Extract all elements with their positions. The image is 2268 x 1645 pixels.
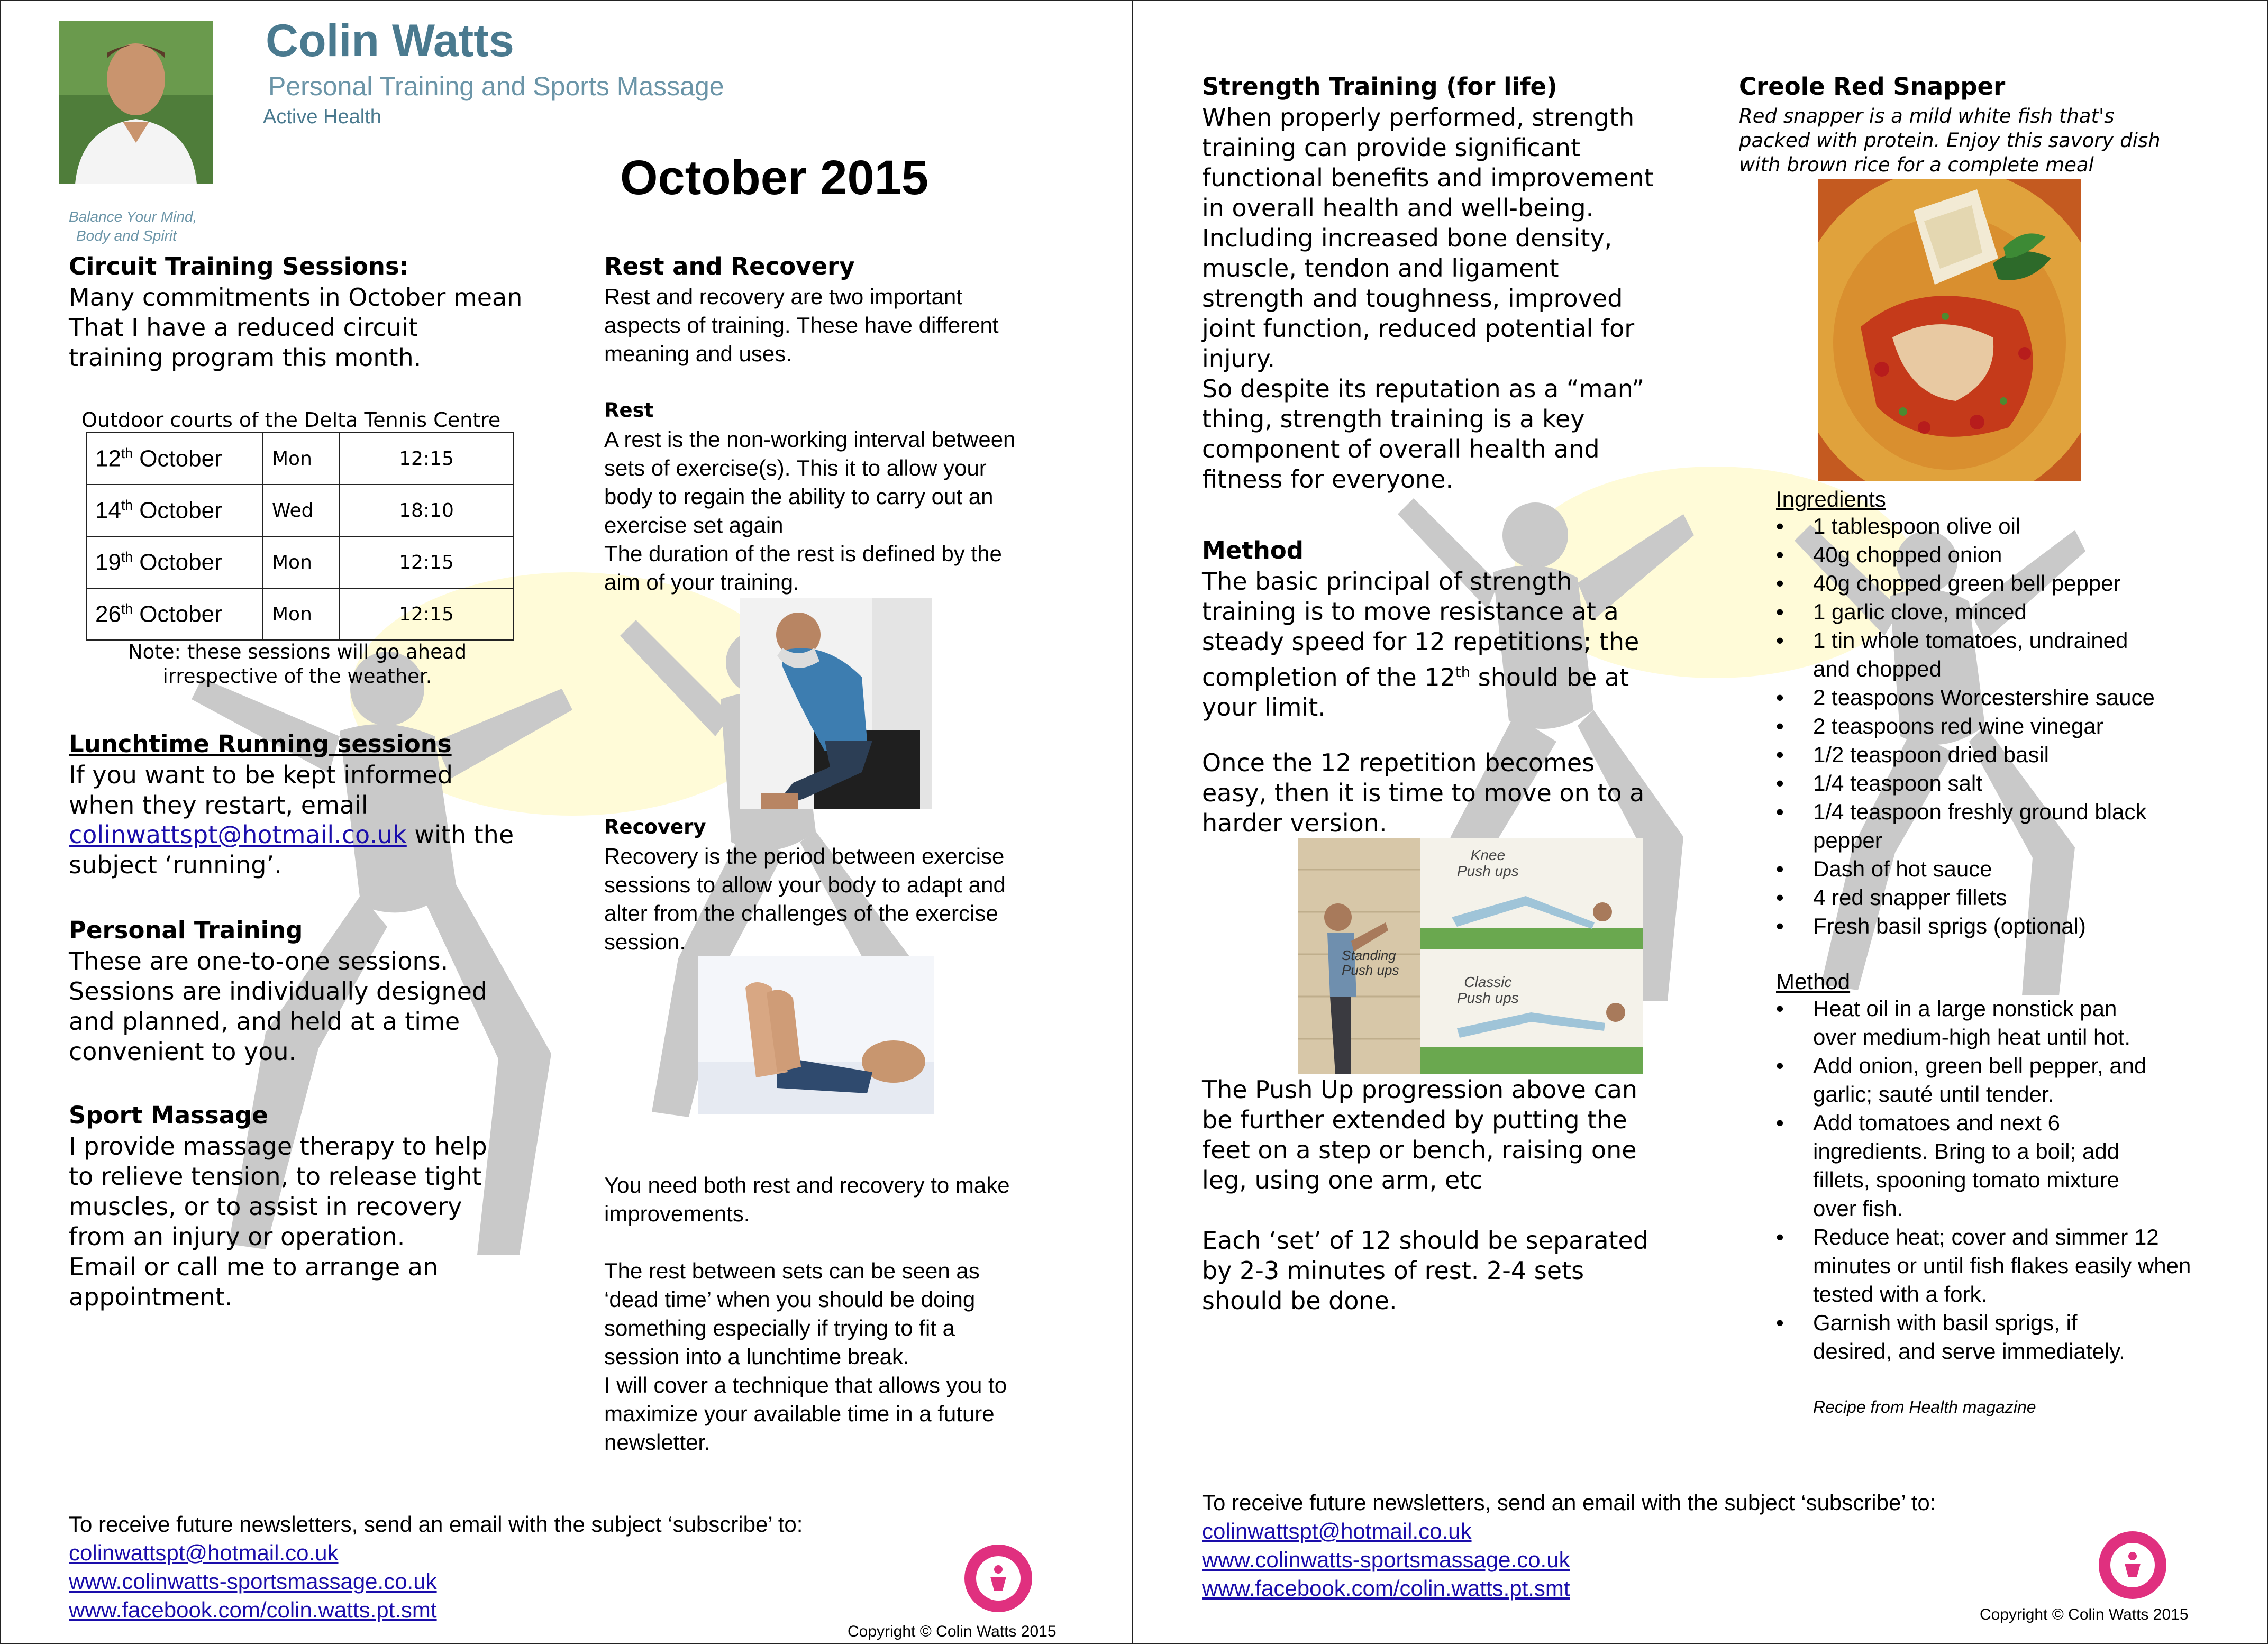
running-text-with: with the xyxy=(406,820,514,849)
schedule-row xyxy=(86,536,514,588)
rest-title: Rest xyxy=(604,399,654,422)
schedule-weekday: Wed xyxy=(263,485,339,536)
footer-subscribe: To receive future newsletters, send an email with the subject ‘subscribe’ to: xyxy=(1202,1490,1936,1515)
recovery-photo xyxy=(698,956,934,1142)
schedule-row xyxy=(86,433,514,485)
ingredient-item: • 40g chopped onion xyxy=(1813,541,2236,569)
footer-subscribe: To receive future newsletters, send an email with the subject ‘subscribe’ to: xyxy=(69,1512,803,1537)
ingredient-item: • Fresh basil sprigs (optional) xyxy=(1813,912,2236,940)
recipe-method-list xyxy=(1776,994,2215,1366)
pt-title: Personal Training xyxy=(69,916,303,944)
rest-recovery-title: Rest and Recovery xyxy=(604,252,855,280)
method-step: • Garnish with basil sprigs, if desired, and serve immediately. xyxy=(1813,1309,2152,1366)
rest-recovery-intro: Rest and recovery are two important aspects of training. These have different meaning and uses. xyxy=(604,284,999,366)
motto-line-1: Balance Your Mind, xyxy=(69,208,197,225)
footer-facebook-link[interactable]: www.facebook.com/colin.watts.pt.smt xyxy=(1202,1576,1570,1601)
footer-facebook-link[interactable]: www.facebook.com/colin.watts.pt.smt xyxy=(69,1597,437,1622)
schedule-time: 12:15 xyxy=(339,536,514,588)
schedule-note: Note: these sessions will go ahead irrespective of the weather. xyxy=(127,641,467,688)
ingredient-item: • 1/4 teaspoon freshly ground black pepper xyxy=(1813,798,2194,855)
schedule-date: 14th October xyxy=(86,485,263,536)
rest-recovery-closing: You need both rest and recovery to make improvements. The rest between sets can be seen as ‘dead time’ when you should be doing something especially if trying to fit a session into a lunchtime break. I will cover a technique that allows you to maximize your available time in a future newsletter. xyxy=(604,1173,1010,1455)
footer-email-link[interactable]: colinwattspt@hotmail.co.uk xyxy=(69,1540,339,1565)
footer-website-link[interactable]: www.colinwatts-sportsmassage.co.uk xyxy=(69,1569,437,1594)
schedule-weekday: Mon xyxy=(263,536,339,588)
recipe-method-title: Method xyxy=(1776,969,1851,994)
running-title: Lunchtime Running sessions xyxy=(69,730,452,758)
schedule-row xyxy=(86,485,514,536)
schedule-row xyxy=(86,588,514,640)
rest-photo xyxy=(740,598,932,809)
method-step: • Reduce heat; cover and simmer 12 minutes or until fish flakes easily when tested with a fork. xyxy=(1813,1223,2194,1309)
ingredient-item: • 1/4 teaspoon salt xyxy=(1813,769,2236,798)
recovery-title: Recovery xyxy=(604,816,706,838)
newsletter-page-1 xyxy=(0,0,1133,1644)
footer-email-link[interactable]: colinwattspt@hotmail.co.uk xyxy=(1202,1519,1472,1543)
pushup-label-classic: Classic Push ups xyxy=(1457,974,1519,1006)
method-text-1 xyxy=(1202,566,1639,723)
recipe-intro: Red snapper is a mild white fish that's packed with protein. Enjoy this savory dish with brown rice for a complete meal xyxy=(1739,105,2161,176)
schedule-time: 12:15 xyxy=(339,433,514,485)
method-text-1b: should be at xyxy=(1470,663,1629,692)
footer-website-link[interactable]: www.colinwatts-sportsmassage.co.uk xyxy=(1202,1547,1570,1572)
ingredient-item: • 1 tin whole tomatoes, undrained and chopped xyxy=(1813,626,2152,683)
rest-text: A rest is the non-working interval between sets of exercise(s). This it to allow your body to regain the ability to carry out an exercise set again The duration of the rest is defined by the aim of your training. xyxy=(604,427,1016,595)
issue-date: October 2015 xyxy=(620,151,928,205)
schedule-weekday: Mon xyxy=(263,588,339,640)
recovery-text: Recovery is the period between exercise sessions to allow your body to adapt and alter from the challenges of the exercise session. xyxy=(604,844,1006,954)
red-snapper-photo xyxy=(1818,179,2081,481)
ingredients-title: Ingredients xyxy=(1776,487,1886,511)
ingredient-item: • 1/2 teaspoon dried basil xyxy=(1813,741,2236,769)
ingredient-item: • 2 teaspoons red wine vinegar xyxy=(1813,712,2236,741)
pushup-label-standing: Standing Push ups xyxy=(1342,947,1399,978)
pushup-label-knee: Knee Push ups xyxy=(1457,847,1519,879)
method-text-2: Once the 12 repetition becomes easy, then it is time to move on to a harder version. xyxy=(1202,748,1645,837)
massage-title: Sport Massage xyxy=(69,1101,268,1129)
circuit-title: Circuit Training Sessions: xyxy=(69,252,409,280)
circuit-text: Many commitments in October mean That I have a reduced circuit training program this month. xyxy=(69,283,523,372)
running-subject: subject ‘running’. xyxy=(69,851,282,879)
recipe-title: Creole Red Snapper xyxy=(1739,72,2006,100)
reps-badge-icon xyxy=(963,1543,1034,1614)
ingredient-item: • 1 garlic clove, minced xyxy=(1813,598,2236,626)
copyright: Copyright © Colin Watts 2015 xyxy=(848,1623,1056,1640)
reps-badge xyxy=(2097,1530,2168,1601)
method-text-1c: your limit. xyxy=(1202,693,1326,722)
venue-caption: Outdoor courts of the Delta Tennis Centre xyxy=(81,408,501,432)
ingredient-item: • Dash of hot sauce xyxy=(1813,855,2236,883)
method-step: • Heat oil in a large nonstick pan over medium-high heat until hot. xyxy=(1813,994,2152,1052)
method-title: Method xyxy=(1202,536,1304,564)
strength-title: Strength Training (for life) xyxy=(1202,72,1557,100)
method-step: • Add onion, green bell pepper, and garlic; sauté until tender. xyxy=(1813,1052,2152,1109)
method-step: • Add tomatoes and next 6 ingredients. Bring to a boil; add fillets, spooning tomato mixture over fish. xyxy=(1813,1109,2152,1223)
schedule-weekday: Mon xyxy=(263,433,339,485)
circuit-schedule-table xyxy=(86,432,514,641)
running-email-link[interactable]: colinwattspt@hotmail.co.uk xyxy=(69,820,407,849)
schedule-date: 19th October xyxy=(86,536,263,588)
running-text: If you want to be kept informed when they restart, email xyxy=(69,761,453,819)
reps-badge xyxy=(963,1543,1034,1614)
reps-badge-label: REPs xyxy=(988,1592,1008,1600)
ingredient-item: • 4 red snapper fillets xyxy=(1813,883,2236,912)
schedule-date: 12th October xyxy=(86,433,263,485)
reps-badge-icon xyxy=(2097,1530,2168,1601)
brand-tagline: Active Health xyxy=(263,106,381,128)
newsletter-page-2 xyxy=(1132,0,2268,1644)
ingredient-item: • 2 teaspoons Worcestershire sauce xyxy=(1813,683,2236,712)
pt-text: These are one-to-one sessions. Sessions are individually designed and planned, and held at a time convenient to you. xyxy=(69,947,488,1066)
ingredient-item: • 1 tablespoon olive oil xyxy=(1813,512,2236,541)
pushup-progression-image xyxy=(1298,838,1643,1074)
method-text-1a: The basic principal of strength training is to move resistance at a steady speed for 12 repetitions; the completion of the 12 xyxy=(1202,567,1639,692)
ingredient-item: • 40g chopped green bell pepper xyxy=(1813,569,2236,598)
copyright: Copyright © Colin Watts 2015 xyxy=(1980,1606,2189,1623)
schedule-date: 26th October xyxy=(86,588,263,640)
pushup-followup-text: The Push Up progression above can be further extended by putting the feet on a step or bench, raising one leg, using one arm, etc Each ‘set’ of 12 should be separated by 2-3 minutes of rest. 2-4 sets should be done. xyxy=(1202,1075,1649,1315)
schedule-time: 12:15 xyxy=(339,588,514,640)
method-sup: th xyxy=(1455,663,1471,681)
ingredients-list xyxy=(1776,512,2236,940)
reps-badge-label: REPs xyxy=(2123,1578,2143,1587)
motto-line-2: Body and Spirit xyxy=(76,227,177,244)
author-photo xyxy=(59,21,213,184)
recipe-source: Recipe from Health magazine xyxy=(1813,1397,2036,1416)
brand-name: Colin Watts xyxy=(266,15,514,66)
running-email-line xyxy=(69,820,514,849)
schedule-time: 18:10 xyxy=(339,485,514,536)
strength-text: When properly performed, strength training can provide significant functional benefits and improvement in overall health and well-being. Including increased bone density, muscle, tendon and ligament strength and toughness, improved joint function, reduced potential for injury. So despite its reputation as a “man” thing, strength training is a key component of overall health and fitness for everyone. xyxy=(1202,103,1654,494)
brand-subtitle: Personal Training and Sports Massage xyxy=(268,71,724,101)
massage-text: I provide massage therapy to help to relieve tension, to release tight muscles, or to assist in recovery from an injury or operation. Email or call me to arrange an appointment. xyxy=(69,1132,487,1311)
